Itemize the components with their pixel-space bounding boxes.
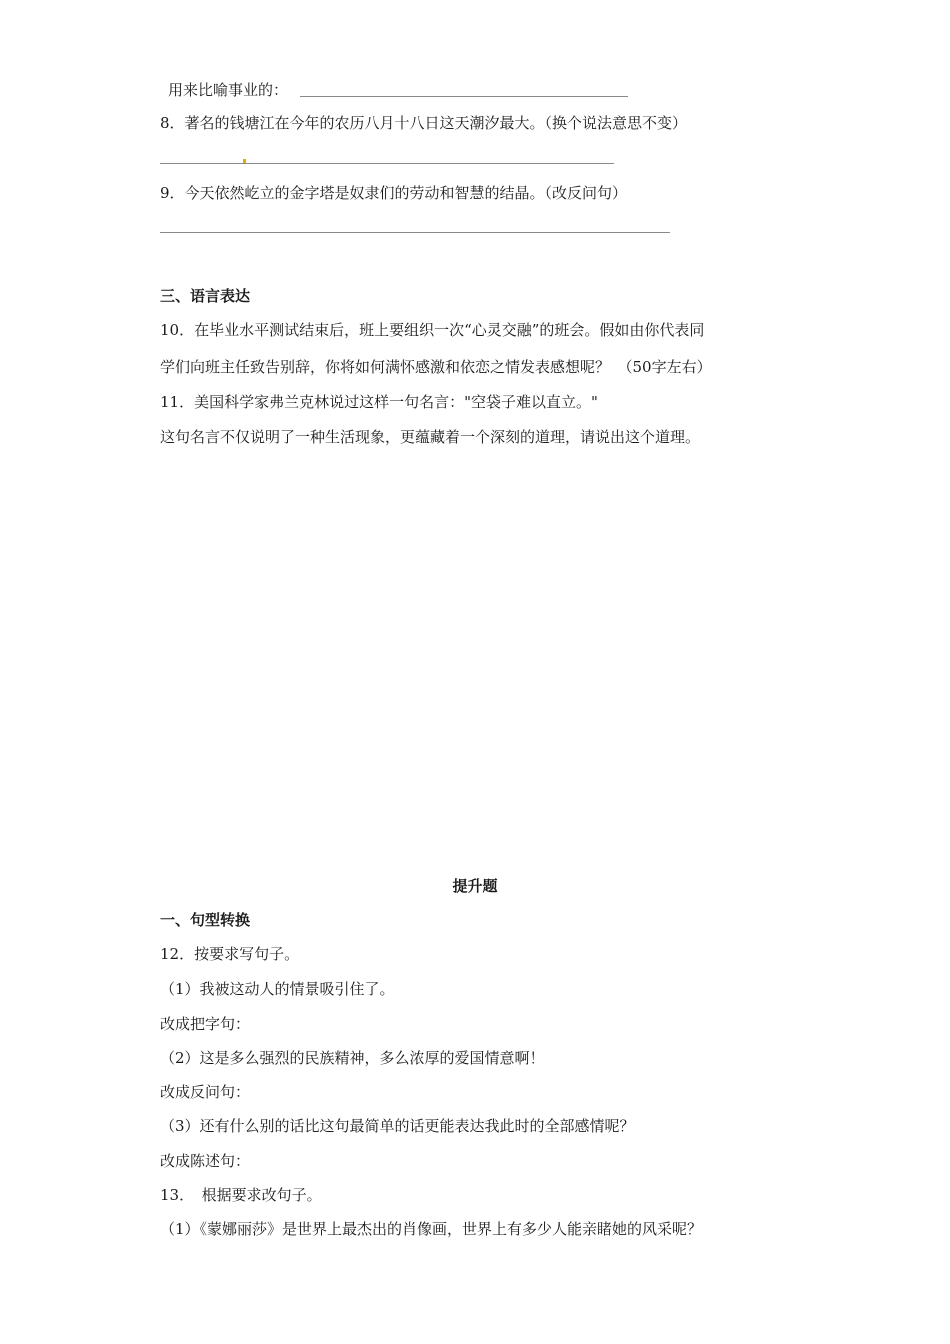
section-heading-language-expression: 三、语言表达 bbox=[160, 287, 251, 305]
q12-item-1: （1）我被这动人的情景吸引住了。 bbox=[160, 980, 395, 998]
answer-line-metaphor[interactable] bbox=[300, 96, 628, 97]
question-10-line-1: 10．在毕业水平测试结束后，班上要组织一次“心灵交融”的班会。假如由你代表同 bbox=[160, 321, 705, 339]
question-12: 12．按要求写句子。 bbox=[160, 945, 300, 963]
question-11-line-2: 这句名言不仅说明了一种生活现象，更蕴藏着一个深刻的道理，请说出这个道理。 bbox=[160, 428, 701, 446]
answer-line-q9[interactable] bbox=[160, 232, 670, 233]
page-title-advanced: 提升题 bbox=[452, 877, 498, 895]
question-9: 9．今天依然屹立的金字塔是奴隶们的劳动和智慧的结晶。（改反问句） bbox=[160, 184, 628, 202]
q12-instruction-2: 改成反问句： bbox=[160, 1083, 251, 1101]
question-10-line-2: 学们向班主任致告别辞，你将如何满怀感激和依恋之情发表感想呢？ （50字左右） bbox=[160, 358, 712, 376]
q12-instruction-3: 改成陈述句： bbox=[160, 1152, 251, 1170]
q13-item-1: （1）《蒙娜丽莎》是世界上最杰出的肖像画，世界上有多少人能亲睹她的风采呢？ bbox=[160, 1220, 703, 1238]
q12-instruction-1: 改成把字句： bbox=[160, 1015, 251, 1033]
question-8: 8．著名的钱塘江在今年的农历八月十八日这天潮汐最大。（换个说法意思不变） bbox=[160, 114, 688, 132]
section-heading-sentence-transform: 一、句型转换 bbox=[160, 911, 251, 929]
line-metaphor-career: 用来比喻事业的： bbox=[168, 81, 289, 99]
question-11-line-1: 11．美国科学家弗兰克林说过这样一句名言："空袋子难以直立。" bbox=[160, 393, 598, 411]
answer-line-q8[interactable] bbox=[160, 163, 614, 164]
q12-item-2: （2）这是多么强烈的民族精神，多么浓厚的爱国情意啊！ bbox=[160, 1049, 545, 1067]
yellow-mark bbox=[243, 159, 246, 163]
q12-item-3: （3）还有什么别的话比这句最简单的话更能表达我此时的全部感情呢？ bbox=[160, 1117, 635, 1135]
question-13: 13． 根据要求改句子。 bbox=[160, 1186, 322, 1204]
